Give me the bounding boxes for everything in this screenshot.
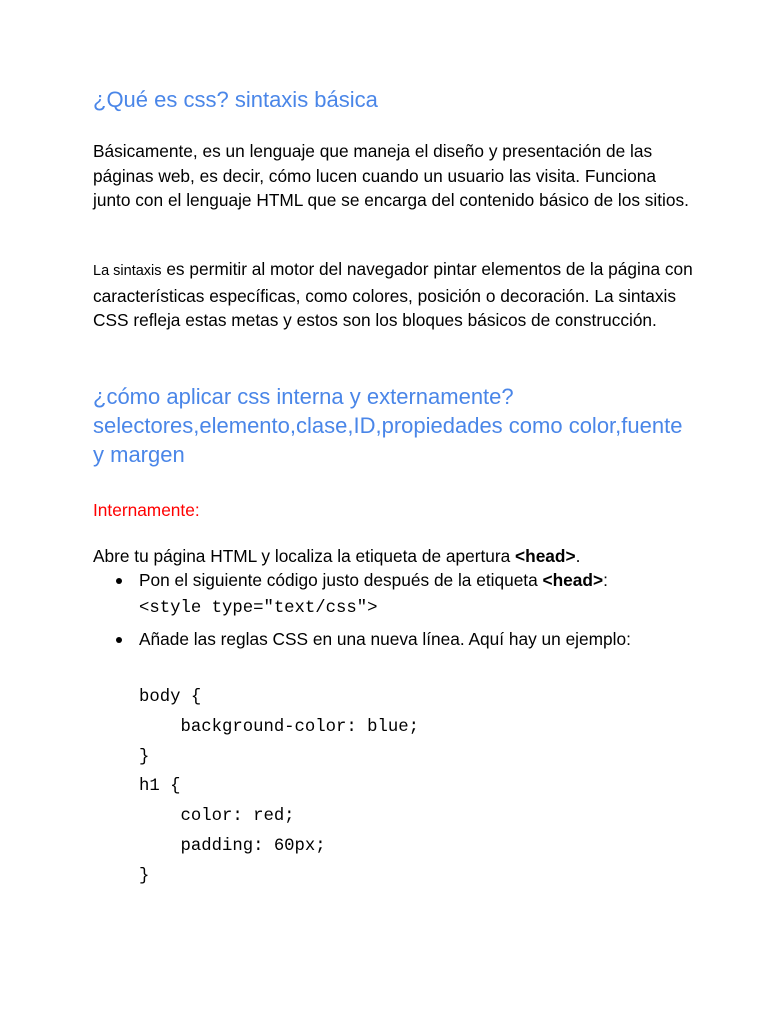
- bullet-text: Añade las reglas CSS en una nueva línea. Aquí hay un ejemplo:: [139, 629, 631, 649]
- code-css-example: body { background-color: blue; } h1 { color: red; padding: 60px; }: [139, 688, 420, 886]
- syntax-lead: La sintaxis: [93, 263, 162, 279]
- bullet-text-end: :: [603, 570, 608, 590]
- heading-what-is-css: ¿Qué es css? sintaxis básica: [93, 87, 378, 112]
- open-html-end: .: [575, 546, 581, 566]
- code-style-tag: <style type="text/css">: [139, 599, 378, 618]
- bullet-text: [139, 566, 729, 596]
- open-html-text: Abre tu página HTML y localiza la etiqueta de apertura: [93, 546, 516, 566]
- bullet-icon: [116, 637, 122, 643]
- paragraph-open-html: [93, 544, 693, 569]
- bullet-icon: [116, 578, 122, 584]
- label-internally: Internamente:: [93, 500, 200, 520]
- head-tag-bold: <head>: [542, 570, 604, 590]
- paragraph-syntax: [93, 257, 693, 333]
- paragraph-css-definition: Básicamente, es un lenguaje que maneja el diseño y presentación de las páginas web, es decir, cómo lucen cuando un usuario las visita. Funciona junto con el lenguaje HTML que se encarga del contenido básico de los sitios.: [93, 141, 689, 210]
- bullet-text-main: Pon el siguiente código justo después de la etiqueta: [139, 570, 543, 590]
- head-tag-bold: <head>: [515, 546, 576, 566]
- syntax-rest: es permitir al motor del navegador pintar elementos de la página con características específicas, como colores, posición o decoración. La sintaxis CSS refleja estas metas y estos son los bloques básicos de construcción.: [93, 259, 693, 330]
- heading-how-to-apply-css: ¿cómo aplicar css interna y externamente? selectores,elemento,clase,ID,propiedades como color,fuente y margen: [93, 384, 683, 467]
